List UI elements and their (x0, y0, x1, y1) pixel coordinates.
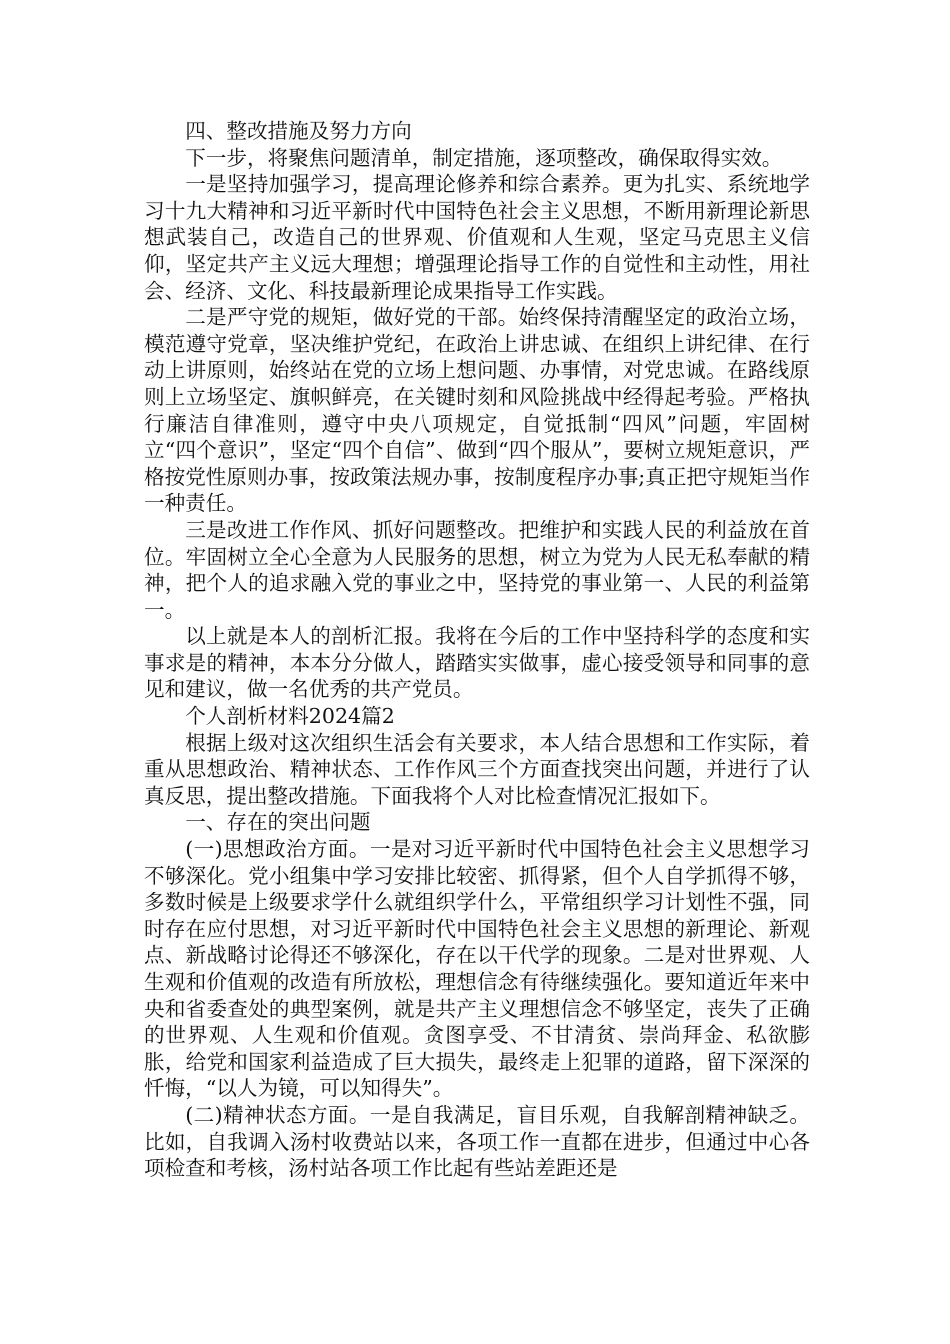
paragraph-next-step: 下一步，将聚焦问题清单，制定措施，逐项整改，确保取得实效。 (185, 145, 783, 170)
section-heading-problems: 一、存在的突出问题 (185, 810, 371, 835)
paragraph-measure-three: 三是改进工作作风、抓好问题整改。把维护和实践人民的利益放在首位。牢固树立全心全意为人民服务的思想，树立为党为人民无私奉献的精神，把个人的追求融入党的事业之中，坚持党的事业第一、人民的利益第一。 (144, 517, 810, 622)
paragraph-measure-two: 二是严守党的规矩，做好党的干部。始终保持清醒坚定的政治立场，模范遵守党章，坚决维护党纪，在政治上讲忠诚、在组织上讲纪律、在行动上讲原则，始终站在党的立场上想问题、办事情，对党忠诚。在路线原则上立场坚定、旗帜鲜亮，在关键时刻和风险挑战中经得起考验。严格执行廉洁自律准则，遵守中央八项规定，自觉抵制“四风”问题，牢固树立“四个意识”，坚定“四个自信”、做到“四个服从”，要树立规矩意识，严格按党性原则办事，按政策法规办事，按制度程序办事;真正把守规矩当作一种责任。 (144, 305, 810, 516)
paragraph-conclusion: 以上就是本人的剖析汇报。我将在今后的工作中坚持科学的态度和实事求是的精神，本本分分做人，踏踏实实做事，虚心接受领导和同事的意见和建议，做一名优秀的共产党员。 (144, 624, 810, 702)
paragraph-ideology-politics: (一)思想政治方面。一是对习近平新时代中国特色社会主义思想学习不够深化。党小组集中学习安排比较密、抓得紧，但个人自学抓得不够，多数时候是上级要求学什么就组织学什么，平常组织学习计划性不强，同时存在应付思想，对习近平新时代中国特色社会主义思想的新理论、新观点、新战略讨论得还不够深化，存在以干代学的现象。二是对世界观、人生观和价值观的改造有所放松，理想信念有待继续强化。要知道近年来中央和省委查处的典型案例，就是共产主义理想信念不够坚定，丧失了正确的世界观、人生观和价值观。贪图享受、不甘清贫、崇尚拜金、私欲膨胀，给党和国家利益造成了巨大损失，最终走上犯罪的道路，留下深深的忏悔，“以人为镜，可以知得失”。 (144, 837, 810, 1101)
document-body (144, 118, 810, 1182)
section-heading-article-two: 个人剖析材料2024篇2 (185, 704, 395, 729)
paragraph-introduction: 根据上级对这次组织生活会有关要求，本人结合思想和工作实际，着重从思想政治、精神状态、工作作风三个方面查找突出问题，并进行了认真反思，提出整改措施。下面我将个人对比检查情况汇报如下。 (144, 730, 810, 808)
paragraph-mental-state: (二)精神状态方面。一是自我满足，盲目乐观，自我解剖精神缺乏。比如，自我调入汤村收费站以来，各项工作一直都在进步，但通过中心各项检查和考核，汤村站各项工作比起有些站差距还是 (144, 1102, 810, 1181)
paragraph-measure-one: 一是坚持加强学习，提高理论修养和综合素养。更为扎实、系统地学习十九大精神和习近平新时代中国特色社会主义思想，不断用新理论新思想武装自己，改造自己的世界观、价值观和人生观，坚定马克思主义信仰，坚定共产主义远大理想；增强理论指导工作的自觉性和主动性，用社会、经济、文化、科技最新理论成果指导工作实践。 (144, 172, 810, 303)
section-heading-rectification: 四、整改措施及努力方向 (185, 119, 412, 143)
